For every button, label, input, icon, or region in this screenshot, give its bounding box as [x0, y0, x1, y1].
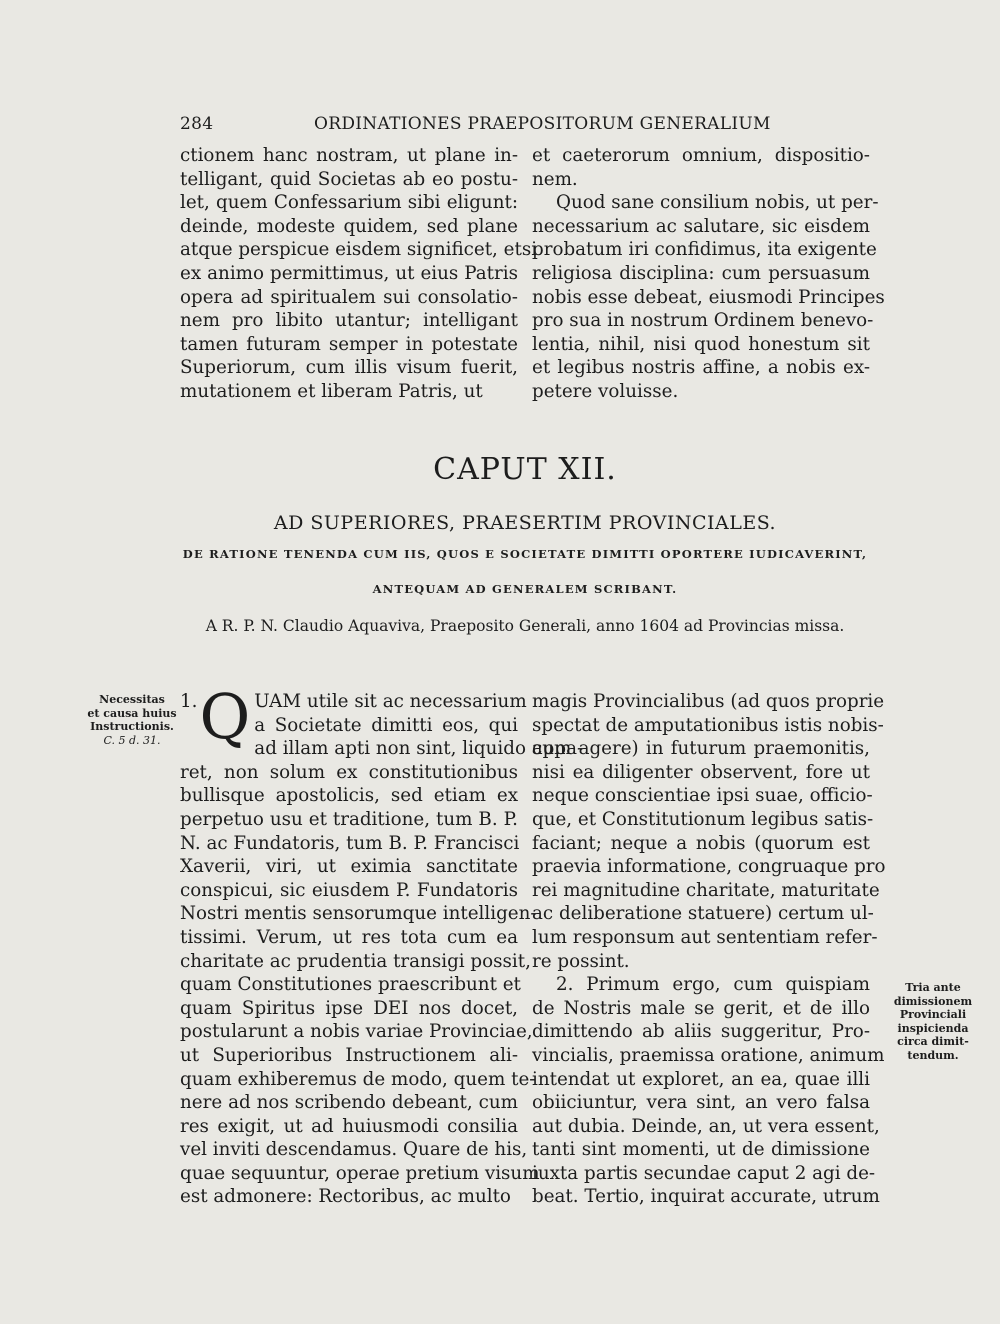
text-line: que, et Constitutionum legibus satis-: [532, 808, 874, 830]
chapter-attribution: A R. P. N. Claudio Aquaviva, Praeposito Generali, anno 1604 ad Provincias missa.: [205, 617, 845, 635]
margin-note-line: inspicienda: [897, 1021, 969, 1035]
top-right-column: [532, 144, 885, 404]
text-line: Quod sane consilium nobis, ut per-: [556, 192, 879, 214]
text-line: tamen futuram semper in potestate: [180, 333, 518, 355]
text-line: quam exhiberemus de modo, quem te-: [180, 1068, 536, 1090]
text-line: tanti sint momenti, ut de dimissione: [532, 1139, 870, 1161]
text-line: necessarium ac salutare, sic eisdem: [532, 215, 870, 237]
text-line: Superiorum, cum illis visum fuerit,: [180, 357, 518, 379]
text-line: nobis esse debeat, eiusmodi Principes: [532, 286, 885, 308]
text-line: et caeterorum omnium, dispositio-: [532, 145, 870, 166]
left-margin-note: [84, 693, 180, 747]
text-line: atque perspicue eisdem significet, etsi: [180, 239, 538, 261]
text-line: 2. Primum ergo, cum quispiam: [556, 974, 870, 996]
margin-note-line: Necessitas: [99, 693, 165, 706]
text-line: postularunt a nobis variae Provinciae,: [180, 1021, 533, 1043]
text-line: neque conscientiae ipsi suae, officio-: [532, 785, 873, 807]
text-line: magis Provincialibus (ad quos proprie: [532, 691, 885, 712]
margin-note-line: dimissionem: [893, 994, 973, 1008]
margin-note-line: Provinciali: [899, 1008, 967, 1021]
text-line: intendat ut exploret, an ea, quae illi: [532, 1068, 870, 1090]
bottom-right-column: [532, 690, 886, 1209]
text-line: petere voluisse.: [532, 380, 679, 402]
text-line: nem.: [532, 168, 578, 190]
text-line: conspicui, sic eiusdem P. Fundatoris: [180, 879, 518, 901]
text-line: spectat de amputationibus istis nobis-: [532, 714, 884, 736]
text-line: ut Superioribus Instructionem ali-: [180, 1044, 518, 1066]
text-line: de Nostris male se gerit, et de illo: [532, 997, 870, 1019]
text-line: et legibus nostris affine, a nobis ex-: [532, 357, 870, 379]
running-head: [180, 114, 870, 140]
text-line: bullisque apostolicis, sed etiam ex: [180, 785, 518, 807]
text-line: deinde, modeste quidem, sed plane: [180, 215, 518, 237]
text-line: res exigit, ut ad huiusmodi consilia: [180, 1115, 518, 1137]
text-line: nisi ea diligenter observent, fore ut: [532, 761, 870, 783]
text-line: re possint.: [532, 950, 630, 972]
text-line: ac deliberatione statuere) certum ul-: [532, 903, 874, 925]
text-line: rei magnitudine charitate, maturitate: [532, 879, 880, 901]
margin-note-line: Tria ante: [905, 981, 961, 994]
text-line: iuxta partis secundae caput 2 agi de-: [532, 1162, 876, 1184]
text-line: faciant; neque a nobis (quorum est: [532, 832, 870, 854]
running-title: ORDINATIONES PRAEPOSITORUM GENERALIUM: [314, 114, 771, 134]
text-line: perpetuo usu et traditione, tum B. P.: [180, 808, 518, 830]
text-line: ex animo permittimus, ut eius Patris: [180, 262, 518, 284]
chapter-description-line-2: ANTEQUAM AD GENERALEM SCRIBANT.: [372, 582, 678, 596]
text-line: lentia, nihil, nisi quod honestum sit: [532, 333, 870, 355]
margin-note-line: Instructionis.: [90, 720, 174, 733]
paragraph-number: 1.: [180, 691, 198, 712]
right-margin-note: [890, 981, 976, 1062]
margin-note-line: tendum.: [907, 1048, 959, 1062]
text-line: opera ad spiritualem sui consolatio-: [180, 286, 518, 308]
chapter-subtitle: AD SUPERIORES, PRAESERTIM PROVINCIALES.: [273, 512, 777, 534]
chapter-heading: CAPUT XII.: [433, 452, 617, 487]
text-line: praevia informatione, congruaque pro: [532, 856, 886, 878]
text-line: ctionem hanc nostram, ut plane in-: [180, 145, 518, 166]
text-line: quae sequuntur, operae pretium visum: [180, 1162, 540, 1184]
text-line: vincialis, praemissa oratione, animum: [532, 1044, 885, 1066]
text-line: vel inviti descendamus. Quare de his,: [180, 1139, 528, 1161]
text-line: Xaverii, viri, ut eximia sanctitate: [180, 856, 518, 878]
text-line: pro sua in nostrum Ordinem benevo-: [532, 310, 874, 332]
text-line: telligant, quid Societas ab eo postu-: [180, 168, 518, 190]
chapter-description-line-1: DE RATIONE TENENDA CUM IIS, QUOS E SOCIETATE DIMITTI OPORTERE IUDICAVERINT,: [182, 547, 868, 561]
text-line: est admonere: Rectoribus, ac multo: [180, 1186, 511, 1208]
text-line: let, quem Confessarium sibi eligunt:: [180, 192, 518, 214]
page-number: 284: [180, 114, 214, 134]
text-line: lum responsum aut sententiam refer-: [532, 926, 878, 948]
margin-note-line: et causa huius: [87, 706, 177, 720]
top-left-column: [180, 144, 538, 404]
text-line: dimittendo ab aliis suggeritur, Pro-: [532, 1021, 870, 1043]
text-line: nere ad nos scribendo debeant, cum: [180, 1092, 518, 1114]
text-line: aut dubia. Deinde, an, ut vera essent,: [532, 1115, 880, 1137]
text-line: nem pro libito utantur; intelligant: [180, 310, 518, 332]
drop-cap: Q: [199, 680, 251, 753]
text-line: mutationem et liberam Patris, ut: [180, 380, 483, 402]
text-line: tissimi. Verum, ut res tota cum ea: [180, 926, 518, 948]
text-line: quam Constitutiones praescribunt et: [180, 974, 521, 996]
margin-note-reference: C. 5 d. 31.: [103, 733, 161, 747]
text-line: UAM utile sit ac necessarium: [254, 691, 527, 712]
text-line: ad illam apti non sint, liquido appa-: [254, 738, 584, 760]
text-line: beat. Tertio, inquirat accurate, utrum: [532, 1186, 880, 1208]
text-line: probatum iri confidimus, ita exigente: [532, 239, 877, 261]
text-line: obiiciuntur, vera sint, an vero falsa: [532, 1092, 870, 1114]
text-line: ret, non solum ex constitutionibus: [180, 761, 518, 783]
text-line: quam Spiritus ipse DEI nos docet,: [180, 997, 518, 1019]
text-line: N. ac Fundatoris, tum B. P. Francisci: [180, 832, 520, 854]
text-line: a Societate dimitti eos, qui: [254, 714, 518, 736]
text-line: charitate ac prudentia transigi possit,: [180, 950, 531, 972]
text-line: Nostri mentis sensorumque intelligen-: [180, 903, 537, 925]
text-line: cum agere) in futurum praemonitis,: [532, 738, 870, 760]
text-line: religiosa disciplina: cum persuasum: [532, 262, 870, 284]
margin-note-line: circa dimit-: [897, 1035, 969, 1048]
